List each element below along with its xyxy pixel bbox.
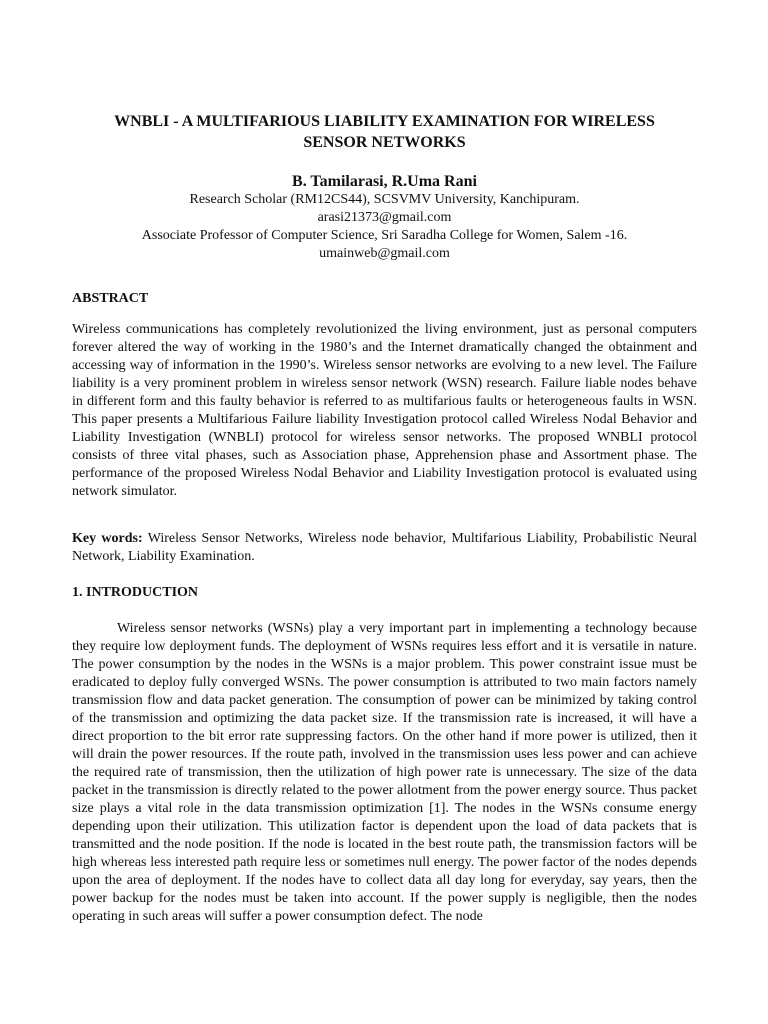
keywords-label: Key words: [72,531,143,546]
keywords-paragraph [72,530,697,566]
paper-authors: B. Tamilarasi, R.Uma Rani [292,173,477,190]
document-page [72,0,697,1024]
introduction-paragraph: Wireless sensor networks (WSNs) play a very important part in implementing a technology because they require low deployment funds. The deployment of WSNs requires less effort and it is versatile in nature. The power consumption by the nodes in the WSNs is a major problem. This power constraint issue must be eradicated to deploy fully converged WSNs. The power consumption is attributed to two main factors namely transmission flow and data packet generation. The consumption of power can be minimized by taking control of the transmission and optimizing the data packet size. If the transmission rate is increased, it will have a direct proportion to the bit error rate suppressing factors. On the other hand if more power is utilized, then it will drain the power resources. If the route path, involved in the transmission uses less power and can achieve the required rate of transmission, then the utilization of high power rate is unnecessary. The size of the data packet in the transmission is directly related to the power allotment from the power energy source. Thus packet size plays a vital role in the data transmission optimization [1]. The nodes in the WSNs consume energy depending upon their utilization. This utilization factor is dependent upon the load of data packets that is transmitted and the node position. If the node is located in the best route path, the transmission factors will be high whereas less interested path require less or sometimes null energy. The power factor of the nodes depends upon the area of deployment. If the nodes have to collect data all day long for everyday, say years, then the power backup for the nodes must be taken into account. If the power supply is negligible, then the nodes operating in such areas will suffer a power consumption defect. The node [72,621,697,924]
affiliation-1: Research Scholar (RM12CS44), SCSVMV University, Kanchipuram. [189,192,580,207]
paper-title-line-1: WNBLI - A MULTIFARIOUS LIABILITY EXAMINATION FOR WIRELESS [114,113,655,130]
introduction-heading: 1. INTRODUCTION [72,585,199,600]
abstract-paragraph: Wireless communications has completely revolutionized the living environment, just as personal computers forever altered the way of working in the 1980’s and the Internet dramatically changed the obtainment and accessing way of information in the 1990’s. Wireless sensor networks are evolving to a new level. The Failure liability is a very prominent problem in wireless sensor network (WSN) research. Failure liable nodes behave in different form and this faulty behavior is referred to as multifarious faults or heterogeneous faults in WSN. This paper presents a Multifarious Failure liability Investigation protocol called Wireless Nodal Behavior and Liability Investigation (WNBLI) protocol for wireless sensor networks. The proposed WNBLI protocol consists of three vital phases, such as Association phase, Apprehension phase and Assortment phase. The performance of the proposed Wireless Nodal Behavior and Liability Investigation protocol is evaluated using network simulator. [72,322,697,499]
affiliation-2: Associate Professor of Computer Science, Sri Saradha College for Women, Salem -16. [141,228,628,243]
paper-title-line-2: SENSOR NETWORKS [303,134,466,151]
email-2: umainweb@gmail.com [319,246,450,261]
keywords-text: Wireless Sensor Networks, Wireless node behavior, Multifarious Liability, Probabilistic Neural Network, Liability Examination. [72,531,698,564]
paper-title [72,111,697,153]
email-1: arasi21373@gmail.com [317,210,452,225]
abstract-heading: ABSTRACT [72,291,149,306]
